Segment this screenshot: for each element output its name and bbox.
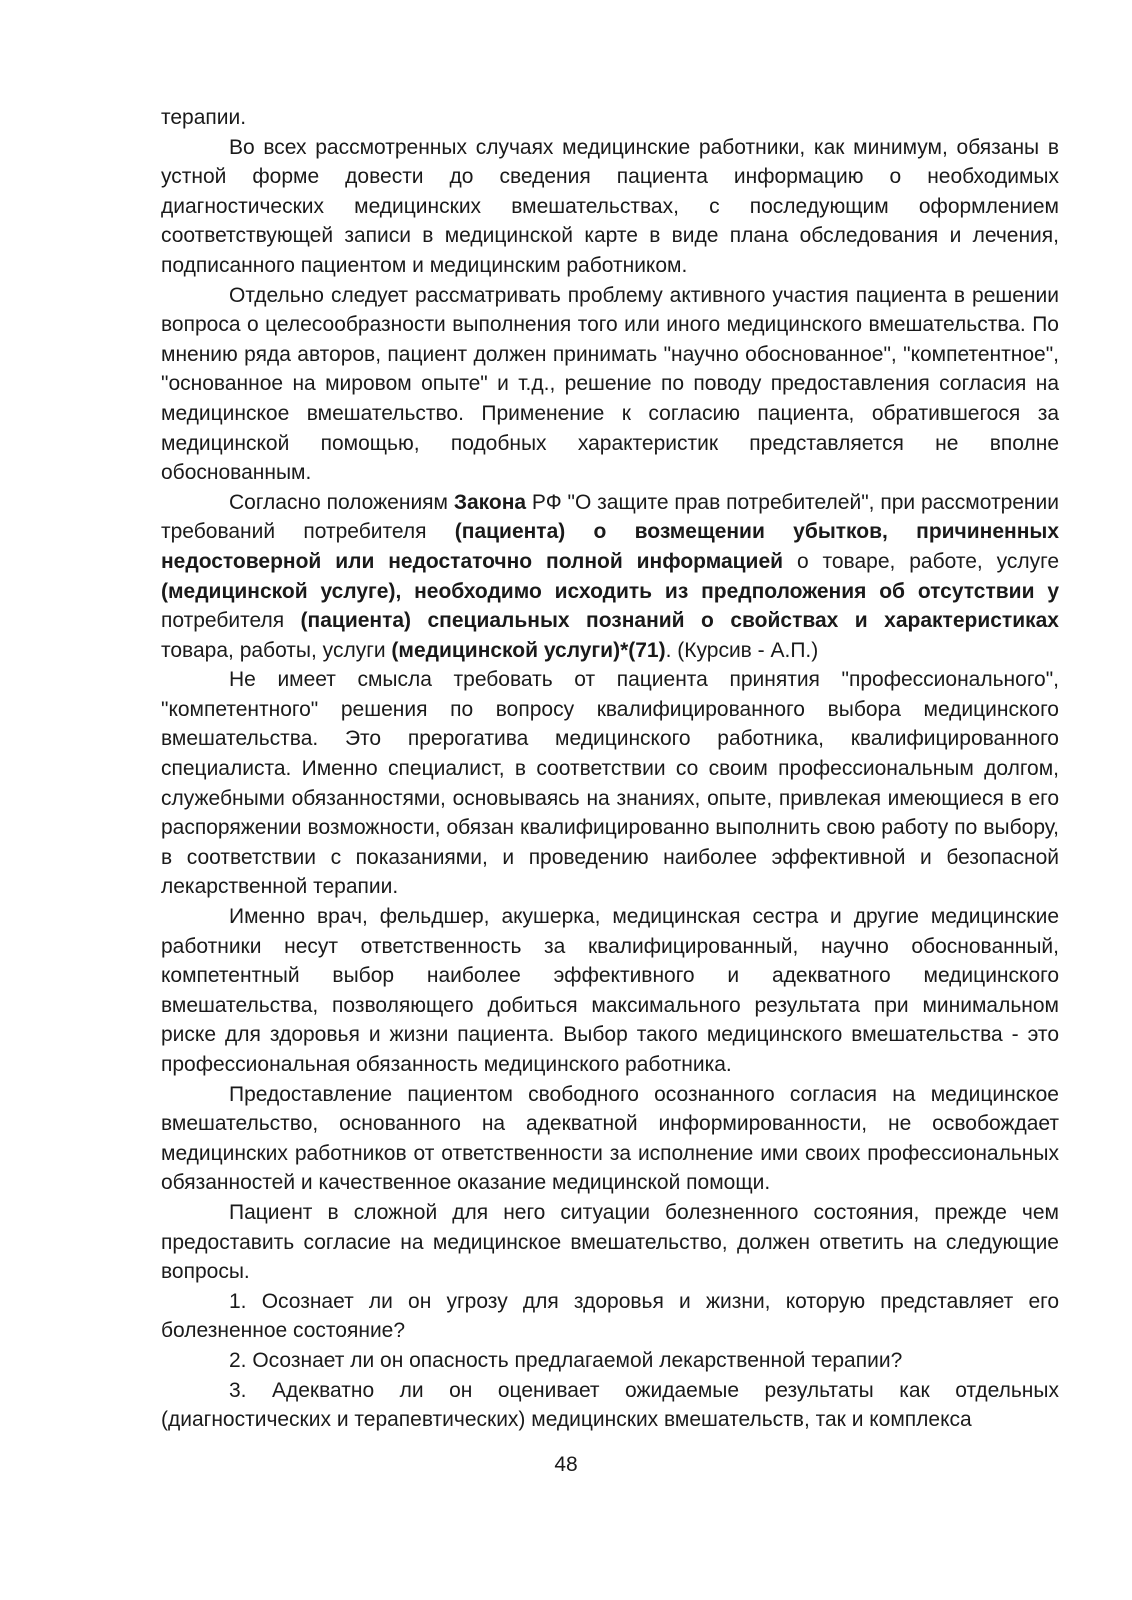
paragraph: терапии. xyxy=(161,106,247,129)
paragraph-consumer-law xyxy=(161,488,1059,666)
paragraph: Пациент в сложной для него ситуации болезненного состояния, прежде чем предоставить согласие на медицинское вмешательство, должен ответить на следующие вопросы. xyxy=(161,1200,1059,1284)
text-run: о товаре, работе, услуге xyxy=(783,549,1059,573)
text-run: потребителя xyxy=(161,609,301,633)
paragraph: Предоставление пациентом свободного осознанного согласия на медицинское вмешательство, основанного на адекватной информированности, не освобождает медицинских работников от ответственности за исполнение ими своих профессиональных обязанностей и качественное оказание медицинской помощи. xyxy=(161,1082,1059,1195)
text-run: РФ "О защите прав потребителей", при рассмотрении требований потребителя xyxy=(161,490,1059,544)
list-item: 2. Осознает ли он опасность предлагаемой лекарственной терапии? xyxy=(229,1348,903,1372)
list-item: 1. Осознает ли он угрозу для здоровья и жизни, которую представляет его болезненное состояние? xyxy=(161,1289,1059,1343)
text-run: Согласно положениям xyxy=(229,490,454,514)
paragraph: Во всех рассмотренных случаях медицинские работники, как минимум, обязаны в устной форме довести до сведения пациента информацию о необходимых диагностических медицинских вмешательствах, с последующим оформлением соответствующей записи в медицинской карте в виде плана обследования и лечения, подписанного пациентом и медицинским работником. xyxy=(161,135,1059,277)
bold-run: (медицинской услуге), необходимо исходить из предположения об отсутствии у xyxy=(161,579,1059,603)
paragraph: Отдельно следует рассматривать проблему активного участия пациента в решении вопроса о целесообразности выполнения того или иного медицинского вмешательства. По мнению ряда авторов, пациент должен принимать "научно обоснованное", "компетентное", "основанное на мировом опыте" и т.д., решение по поводу предоставления согласия на медицинское вмешательство. Применение к согласию пациента, обратившегося за медицинской помощью, подобных характеристик представляется не вполне обоснованным. xyxy=(161,283,1059,485)
paragraph: Именно врач, фельдшер, акушерка, медицинская сестра и другие медицинские работники несут ответственность за квалифицированный, научно обоснованный, компетентный выбор наиболее эффективного и адекватного медицинского вмешательства, позволяющего добиться максимального результата при минимальном риске для здоровья и жизни пациента. Выбор такого медицинского вмешательства - это профессиональная обязанность медицинского работника. xyxy=(161,905,1059,1076)
bold-run: (медицинской услуги)*(71) xyxy=(391,638,666,662)
text-run: . (Курсив - А.П.) xyxy=(665,638,819,662)
document-body xyxy=(161,103,1059,1435)
list-item: 3. Адекватно ли он оценивает ожидаемые результаты как отдельных (диагностических и терапевтических) медицинских вмешательств, так и комплекса xyxy=(161,1378,1059,1432)
page-number: 48 xyxy=(554,1453,578,1476)
bold-run: Закона xyxy=(453,490,527,514)
bold-run: (пациента) о возмещении убытков, причиненных недостоверной или недостаточно полной информацией xyxy=(161,520,1059,573)
bold-run: (пациента) специальных познаний о свойствах и характеристиках xyxy=(300,609,1059,633)
paragraph: Не имеет смысла требовать от пациента принятия "профессионального", "компетентного" решения по вопросу квалифицированного выбора медицинского вмешательства. Это прерогатива медицинского работника, квалифицированного специалиста. Именно специалист, в соответствии со своим профессиональным долгом, служебными обязанностями, основываясь на знаниях, опыте, привлекая имеющиеся в его распоряжении возможности, обязан квалифицированно выполнить свою работу по выбору, в соответствии с показаниями, и проведению наиболее эффективной и безопасной лекарственной терапии. xyxy=(161,668,1059,899)
text-run: товара, работы, услуги xyxy=(161,638,392,662)
